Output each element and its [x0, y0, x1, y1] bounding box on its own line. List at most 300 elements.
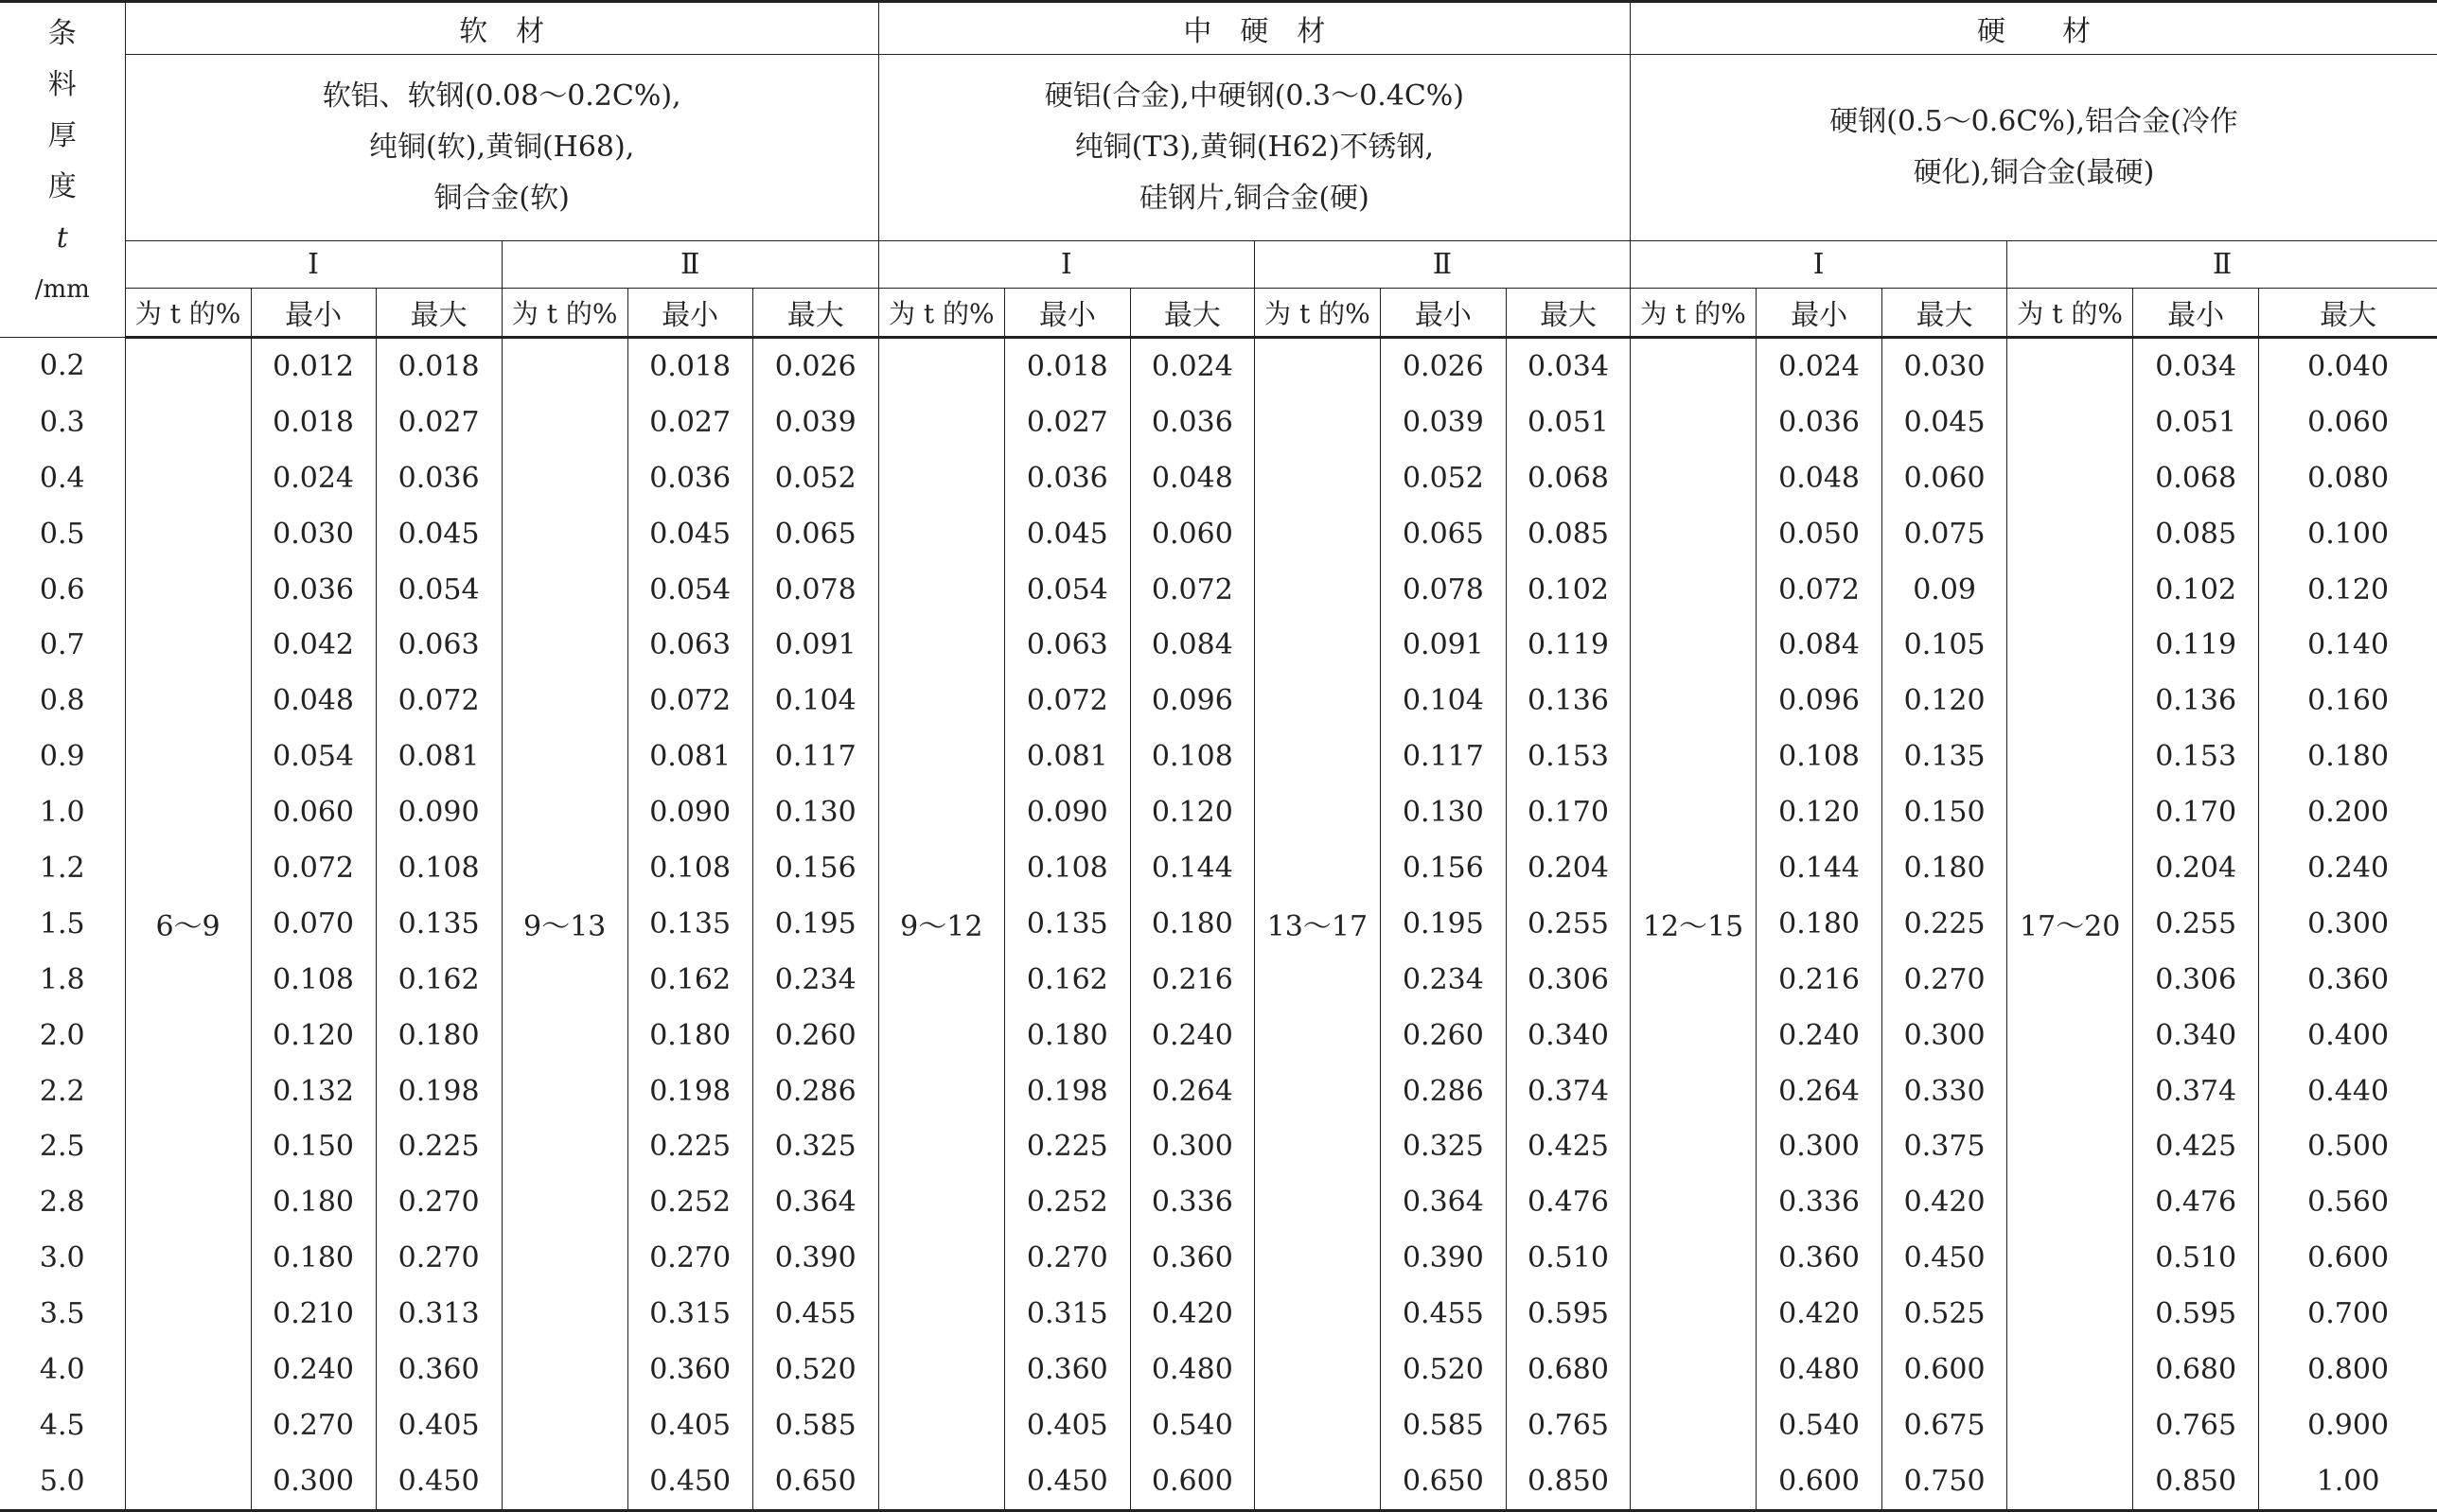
percent-range-cell: 9～13	[502, 338, 627, 1511]
min-value-cell: 0.091	[1380, 617, 1506, 673]
min-value-cell: 0.119	[2133, 617, 2259, 673]
material-line: 硬化),铜合金(最硬)	[1913, 156, 2155, 189]
min-value-cell: 0.034	[2133, 338, 2259, 395]
min-value-cell: 0.090	[627, 784, 752, 840]
min-value-cell: 0.270	[251, 1398, 376, 1453]
min-value-cell: 0.084	[1757, 617, 1882, 673]
max-value-cell: 0.060	[1882, 450, 2007, 506]
min-value-cell: 0.315	[1004, 1286, 1130, 1342]
max-value-cell: 0.096	[1130, 673, 1254, 729]
min-value-cell: 0.070	[251, 896, 376, 952]
thickness-cell: 0.9	[39, 740, 85, 774]
thickness-cell: 4.0	[39, 1352, 85, 1386]
max-value-cell: 0.585	[752, 1398, 878, 1453]
min-value-cell: 0.135	[1004, 896, 1130, 952]
min-value-cell: 0.180	[251, 1230, 376, 1286]
max-value-cell: 0.054	[376, 562, 502, 618]
thickness-cell: 3.0	[39, 1241, 85, 1275]
min-value-cell: 0.090	[1004, 784, 1130, 840]
table-row	[0, 338, 2437, 395]
sub-header-pct: 为 t 的%	[502, 289, 627, 338]
max-value-cell: 0.400	[2259, 1008, 2437, 1064]
row-label-char: /mm	[34, 275, 90, 304]
max-value-cell: 0.063	[376, 617, 502, 673]
min-value-cell: 0.054	[627, 562, 752, 618]
min-value-cell: 0.850	[2133, 1453, 2259, 1510]
max-value-cell: 0.026	[752, 338, 878, 395]
min-value-cell: 0.360	[1757, 1230, 1882, 1286]
min-value-cell: 0.180	[627, 1008, 752, 1064]
max-value-cell: 0.240	[1130, 1008, 1254, 1064]
category-hard: 硬 材	[1631, 2, 2437, 55]
max-value-cell: 0.085	[1506, 506, 1630, 562]
max-value-cell: 0.102	[1506, 562, 1630, 618]
max-value-cell: 0.336	[1130, 1174, 1254, 1230]
min-value-cell: 0.240	[251, 1342, 376, 1398]
max-value-cell: 0.476	[1506, 1174, 1630, 1230]
min-value-cell: 0.036	[1004, 450, 1130, 506]
max-value-cell: 0.480	[1130, 1342, 1254, 1398]
max-value-cell: 0.850	[1506, 1453, 1630, 1510]
min-value-cell: 0.336	[1757, 1174, 1882, 1230]
min-value-cell: 0.026	[1380, 338, 1506, 395]
min-value-cell: 0.450	[627, 1453, 752, 1510]
thickness-cell: 1.5	[39, 906, 85, 941]
max-value-cell: 0.420	[1130, 1286, 1254, 1342]
min-value-cell: 0.117	[1380, 729, 1506, 784]
sub-header-max: 最大	[2259, 289, 2437, 338]
group-label: Ⅰ	[125, 241, 502, 289]
material-line: 纯铜(T3),黄铜(H62)不锈钢,	[1074, 131, 1435, 164]
max-value-cell: 0.390	[752, 1230, 878, 1286]
min-value-cell: 0.234	[1380, 952, 1506, 1008]
max-value-cell: 0.360	[2259, 952, 2437, 1008]
max-value-cell: 0.075	[1882, 506, 2007, 562]
material-line: 硅钢片,铜合金(硬)	[1139, 182, 1369, 215]
row-label-char: 度	[47, 170, 77, 203]
min-value-cell: 0.030	[251, 506, 376, 562]
max-value-cell: 0.100	[2259, 506, 2437, 562]
max-value-cell: 0.234	[752, 952, 878, 1008]
min-value-cell: 0.085	[2133, 506, 2259, 562]
max-value-cell: 0.104	[752, 673, 878, 729]
max-value-cell: 0.136	[1506, 673, 1630, 729]
min-value-cell: 0.360	[1004, 1342, 1130, 1398]
min-value-cell: 0.585	[1380, 1398, 1506, 1453]
max-value-cell: 0.216	[1130, 952, 1254, 1008]
max-value-cell: 0.048	[1130, 450, 1254, 506]
max-value-cell: 0.160	[2259, 673, 2437, 729]
min-value-cell: 0.036	[251, 562, 376, 618]
min-value-cell: 0.315	[627, 1286, 752, 1342]
max-value-cell: 0.225	[1882, 896, 2007, 952]
min-value-cell: 0.180	[1004, 1008, 1130, 1064]
max-value-cell: 0.264	[1130, 1064, 1254, 1119]
sub-header-pct: 为 t 的%	[2007, 289, 2133, 338]
max-value-cell: 0.120	[1130, 784, 1254, 840]
max-value-cell: 0.180	[1882, 840, 2007, 896]
max-value-cell: 0.425	[1506, 1118, 1630, 1174]
min-value-cell: 0.450	[1004, 1453, 1130, 1510]
min-value-cell: 0.306	[2133, 952, 2259, 1008]
thickness-cell: 2.8	[39, 1186, 85, 1220]
max-value-cell: 0.540	[1130, 1398, 1254, 1453]
min-value-cell: 0.300	[251, 1453, 376, 1510]
max-value-cell: 0.270	[1882, 952, 2007, 1008]
min-value-cell: 0.405	[627, 1398, 752, 1453]
min-value-cell: 0.198	[627, 1064, 752, 1119]
materials-soft	[125, 55, 878, 241]
min-value-cell: 0.108	[627, 840, 752, 896]
max-value-cell: 0.034	[1506, 338, 1630, 395]
sub-header-max: 最大	[1506, 289, 1630, 338]
min-value-cell: 0.042	[251, 617, 376, 673]
sub-header-min: 最小	[2133, 289, 2259, 338]
min-value-cell: 0.024	[1757, 338, 1882, 395]
max-value-cell: 0.068	[1506, 450, 1630, 506]
min-value-cell: 0.210	[251, 1286, 376, 1342]
min-value-cell: 0.765	[2133, 1398, 2259, 1453]
material-line: 硬铝(合金),中硬钢(0.3～0.4C%)	[1044, 79, 1465, 113]
max-value-cell: 1.00	[2259, 1453, 2437, 1510]
min-value-cell: 0.180	[251, 1174, 376, 1230]
max-value-cell: 0.119	[1506, 617, 1630, 673]
row-label-char: 厚	[47, 119, 77, 152]
percent-range-cell: 13～17	[1254, 338, 1380, 1511]
max-value-cell: 0.170	[1506, 784, 1630, 840]
max-value-cell: 0.180	[376, 1008, 502, 1064]
sub-header-min: 最小	[627, 289, 752, 338]
row-label-char: 料	[47, 68, 77, 101]
max-value-cell: 0.510	[1506, 1230, 1630, 1286]
thickness-cell: 5.0	[0, 1453, 125, 1510]
min-value-cell: 0.156	[1380, 840, 1506, 896]
min-value-cell: 0.510	[2133, 1230, 2259, 1286]
thickness-cell: 2.0	[39, 1018, 85, 1052]
max-value-cell: 0.09	[1882, 562, 2007, 618]
min-value-cell: 0.120	[1757, 784, 1882, 840]
max-value-cell: 0.450	[376, 1453, 502, 1510]
material-line: 软铝、软钢(0.08～0.2C%),	[322, 79, 681, 113]
min-value-cell: 0.024	[251, 450, 376, 506]
min-value-cell: 0.260	[1380, 1008, 1506, 1064]
max-value-cell: 0.091	[752, 617, 878, 673]
sub-header-max: 最大	[1882, 289, 2007, 338]
min-value-cell: 0.425	[2133, 1118, 2259, 1174]
max-value-cell: 0.080	[2259, 450, 2437, 506]
min-value-cell: 0.054	[251, 729, 376, 784]
max-value-cell: 0.052	[752, 450, 878, 506]
min-value-cell: 0.195	[1380, 896, 1506, 952]
max-value-cell: 0.060	[1130, 506, 1254, 562]
max-value-cell: 0.120	[1882, 673, 2007, 729]
max-value-cell: 0.024	[1130, 338, 1254, 395]
min-value-cell: 0.045	[1004, 506, 1130, 562]
min-value-cell: 0.252	[627, 1174, 752, 1230]
max-value-cell: 0.600	[1882, 1342, 2007, 1398]
max-value-cell: 0.018	[376, 338, 502, 395]
percent-range-cell: 9～12	[878, 338, 1004, 1511]
group-label: Ⅰ	[878, 241, 1254, 289]
sub-header-min: 最小	[1380, 289, 1506, 338]
max-value-cell: 0.525	[1882, 1286, 2007, 1342]
thickness-cell: 2.5	[39, 1130, 85, 1164]
min-value-cell: 0.048	[251, 673, 376, 729]
max-value-cell: 0.045	[1882, 395, 2007, 450]
max-value-cell: 0.900	[2259, 1398, 2437, 1453]
max-value-cell: 0.072	[376, 673, 502, 729]
category-soft: 软 材	[125, 2, 878, 55]
min-value-cell: 0.225	[627, 1118, 752, 1174]
min-value-cell: 0.360	[627, 1342, 752, 1398]
min-value-cell: 0.264	[1757, 1064, 1882, 1119]
min-value-cell: 0.595	[2133, 1286, 2259, 1342]
thickness-cell: 1.8	[39, 962, 85, 996]
min-value-cell: 0.364	[1380, 1174, 1506, 1230]
max-value-cell: 0.108	[376, 840, 502, 896]
min-value-cell: 0.102	[2133, 562, 2259, 618]
max-value-cell: 0.117	[752, 729, 878, 784]
max-value-cell: 0.072	[1130, 562, 1254, 618]
max-value-cell: 0.600	[2259, 1230, 2437, 1286]
min-value-cell: 0.072	[1757, 562, 1882, 618]
percent-range-cell: 17～20	[2007, 338, 2133, 1511]
max-value-cell: 0.360	[376, 1342, 502, 1398]
max-value-cell: 0.162	[376, 952, 502, 1008]
max-value-cell: 0.204	[1506, 840, 1630, 896]
max-value-cell: 0.140	[2259, 617, 2437, 673]
max-value-cell: 0.270	[376, 1230, 502, 1286]
max-value-cell: 0.200	[2259, 784, 2437, 840]
min-value-cell: 0.060	[251, 784, 376, 840]
sub-header-row	[0, 289, 2437, 338]
max-value-cell: 0.040	[2259, 338, 2437, 395]
min-value-cell: 0.136	[2133, 673, 2259, 729]
min-value-cell: 0.051	[2133, 395, 2259, 450]
min-value-cell: 0.455	[1380, 1286, 1506, 1342]
min-value-cell: 0.063	[627, 617, 752, 673]
min-value-cell: 0.068	[2133, 450, 2259, 506]
min-value-cell: 0.600	[1757, 1453, 1882, 1510]
thickness-cell: 0.3	[39, 405, 85, 439]
min-value-cell: 0.153	[2133, 729, 2259, 784]
group-label: Ⅱ	[502, 241, 878, 289]
max-value-cell: 0.375	[1882, 1118, 2007, 1174]
thickness-cell: 1.2	[39, 851, 85, 885]
min-value-cell: 0.036	[1757, 395, 1882, 450]
materials-medium-hard	[878, 55, 1630, 241]
max-value-cell: 0.300	[1130, 1118, 1254, 1174]
min-value-cell: 0.036	[627, 450, 752, 506]
max-value-cell: 0.340	[1506, 1008, 1630, 1064]
max-value-cell: 0.135	[376, 896, 502, 952]
min-value-cell: 0.027	[627, 395, 752, 450]
min-value-cell: 0.072	[1004, 673, 1130, 729]
thickness-cell: 0.6	[39, 572, 85, 607]
min-value-cell: 0.054	[1004, 562, 1130, 618]
sub-header-max: 最大	[752, 289, 878, 338]
min-value-cell: 0.405	[1004, 1398, 1130, 1453]
material-line: 纯铜(软),黄铜(H68),	[369, 131, 635, 164]
max-value-cell: 0.360	[1130, 1230, 1254, 1286]
max-value-cell: 0.306	[1506, 952, 1630, 1008]
max-value-cell: 0.455	[752, 1286, 878, 1342]
min-value-cell: 0.135	[627, 896, 752, 952]
max-value-cell: 0.084	[1130, 617, 1254, 673]
max-value-cell: 0.595	[1506, 1286, 1630, 1342]
sub-header-pct: 为 t 的%	[1631, 289, 1757, 338]
min-value-cell: 0.039	[1380, 395, 1506, 450]
max-value-cell: 0.500	[2259, 1118, 2437, 1174]
min-value-cell: 0.027	[1004, 395, 1130, 450]
thickness-cell: 4.5	[39, 1408, 85, 1442]
min-value-cell: 0.286	[1380, 1064, 1506, 1119]
max-value-cell: 0.090	[376, 784, 502, 840]
sub-header-min: 最小	[1757, 289, 1882, 338]
min-value-cell: 0.144	[1757, 840, 1882, 896]
max-value-cell: 0.675	[1882, 1398, 2007, 1453]
group-label: Ⅰ	[1631, 241, 2007, 289]
thickness-cell: 0.4	[39, 461, 85, 495]
min-value-cell: 0.198	[1004, 1064, 1130, 1119]
max-value-cell: 0.144	[1130, 840, 1254, 896]
min-value-cell: 0.081	[627, 729, 752, 784]
min-value-cell: 0.225	[1004, 1118, 1130, 1174]
max-value-cell: 0.520	[752, 1342, 878, 1398]
max-value-cell: 0.440	[2259, 1064, 2437, 1119]
max-value-cell: 0.039	[752, 395, 878, 450]
max-value-cell: 0.051	[1506, 395, 1630, 450]
min-value-cell: 0.065	[1380, 506, 1506, 562]
material-line: 铜合金(软)	[433, 182, 570, 215]
group-label: Ⅱ	[2007, 241, 2437, 289]
min-value-cell: 0.255	[2133, 896, 2259, 952]
row-label-char: 条	[47, 17, 77, 50]
max-value-cell: 0.130	[752, 784, 878, 840]
sub-header-min: 最小	[1004, 289, 1130, 338]
sub-header-pct: 为 t 的%	[878, 289, 1004, 338]
max-value-cell: 0.750	[1882, 1453, 2007, 1510]
min-value-cell: 0.270	[627, 1230, 752, 1286]
min-value-cell: 0.048	[1757, 450, 1882, 506]
max-value-cell: 0.078	[752, 562, 878, 618]
max-value-cell: 0.650	[752, 1453, 878, 1510]
min-value-cell: 0.104	[1380, 673, 1506, 729]
sub-header-pct: 为 t 的%	[1254, 289, 1380, 338]
max-value-cell: 0.105	[1882, 617, 2007, 673]
max-value-cell: 0.135	[1882, 729, 2007, 784]
min-value-cell: 0.050	[1757, 506, 1882, 562]
max-value-cell: 0.255	[1506, 896, 1630, 952]
min-value-cell: 0.063	[1004, 617, 1130, 673]
thickness-cell: 1.0	[39, 796, 85, 830]
min-value-cell: 0.340	[2133, 1008, 2259, 1064]
max-value-cell: 0.027	[376, 395, 502, 450]
max-value-cell: 0.180	[2259, 729, 2437, 784]
thickness-cell: 0.8	[39, 684, 85, 718]
max-value-cell: 0.198	[376, 1064, 502, 1119]
category-medium-hard: 中 硬 材	[878, 2, 1630, 55]
min-value-cell: 0.072	[627, 673, 752, 729]
max-value-cell: 0.765	[1506, 1398, 1630, 1453]
min-value-cell: 0.216	[1757, 952, 1882, 1008]
max-value-cell: 0.405	[376, 1398, 502, 1453]
max-value-cell: 0.680	[1506, 1342, 1630, 1398]
min-value-cell: 0.540	[1757, 1398, 1882, 1453]
max-value-cell: 0.108	[1130, 729, 1254, 784]
min-value-cell: 0.018	[1004, 338, 1130, 395]
min-value-cell: 0.325	[1380, 1118, 1506, 1174]
min-value-cell: 0.480	[1757, 1342, 1882, 1398]
min-value-cell: 0.018	[627, 338, 752, 395]
max-value-cell: 0.450	[1882, 1230, 2007, 1286]
thickness-cell: 0.5	[39, 517, 85, 551]
min-value-cell: 0.162	[1004, 952, 1130, 1008]
max-value-cell: 0.156	[752, 840, 878, 896]
max-value-cell: 0.800	[2259, 1342, 2437, 1398]
min-value-cell: 0.162	[627, 952, 752, 1008]
max-value-cell: 0.270	[376, 1174, 502, 1230]
max-value-cell: 0.030	[1882, 338, 2007, 395]
materials-hard	[1631, 55, 2437, 241]
max-value-cell: 0.300	[2259, 896, 2437, 952]
max-value-cell: 0.364	[752, 1174, 878, 1230]
min-value-cell: 0.045	[627, 506, 752, 562]
sub-header-max: 最大	[376, 289, 502, 338]
thickness-cell: 2.2	[39, 1074, 85, 1108]
min-value-cell: 0.130	[1380, 784, 1506, 840]
max-value-cell: 0.150	[1882, 784, 2007, 840]
min-value-cell: 0.108	[1757, 729, 1882, 784]
max-value-cell: 0.260	[752, 1008, 878, 1064]
min-value-cell: 0.204	[2133, 840, 2259, 896]
sub-header-min: 最小	[251, 289, 376, 338]
max-value-cell: 0.225	[376, 1118, 502, 1174]
max-value-cell: 0.325	[752, 1118, 878, 1174]
percent-range-cell: 12～15	[1631, 338, 1757, 1511]
max-value-cell: 0.180	[1130, 896, 1254, 952]
max-value-cell: 0.330	[1882, 1064, 2007, 1119]
min-value-cell: 0.374	[2133, 1064, 2259, 1119]
thickness-cell: 0.7	[39, 628, 85, 662]
min-value-cell: 0.150	[251, 1118, 376, 1174]
max-value-cell: 0.060	[2259, 395, 2437, 450]
max-value-cell: 0.700	[2259, 1286, 2437, 1342]
min-value-cell: 0.170	[2133, 784, 2259, 840]
max-value-cell: 0.120	[2259, 562, 2437, 618]
max-value-cell: 0.036	[376, 450, 502, 506]
min-value-cell: 0.520	[1380, 1342, 1506, 1398]
min-value-cell: 0.052	[1380, 450, 1506, 506]
max-value-cell: 0.286	[752, 1064, 878, 1119]
thickness-cell: 0.2	[39, 349, 85, 383]
max-value-cell: 0.195	[752, 896, 878, 952]
min-value-cell: 0.132	[251, 1064, 376, 1119]
max-value-cell: 0.560	[2259, 1174, 2437, 1230]
min-value-cell: 0.252	[1004, 1174, 1130, 1230]
table-body	[0, 338, 2437, 1511]
min-value-cell: 0.270	[1004, 1230, 1130, 1286]
min-value-cell: 0.680	[2133, 1342, 2259, 1398]
sub-header-pct: 为 t 的%	[125, 289, 251, 338]
min-value-cell: 0.120	[251, 1008, 376, 1064]
max-value-cell: 0.374	[1506, 1064, 1630, 1119]
min-value-cell: 0.650	[1380, 1453, 1506, 1510]
min-value-cell: 0.240	[1757, 1008, 1882, 1064]
min-value-cell: 0.072	[251, 840, 376, 896]
min-value-cell: 0.081	[1004, 729, 1130, 784]
min-value-cell: 0.476	[2133, 1174, 2259, 1230]
